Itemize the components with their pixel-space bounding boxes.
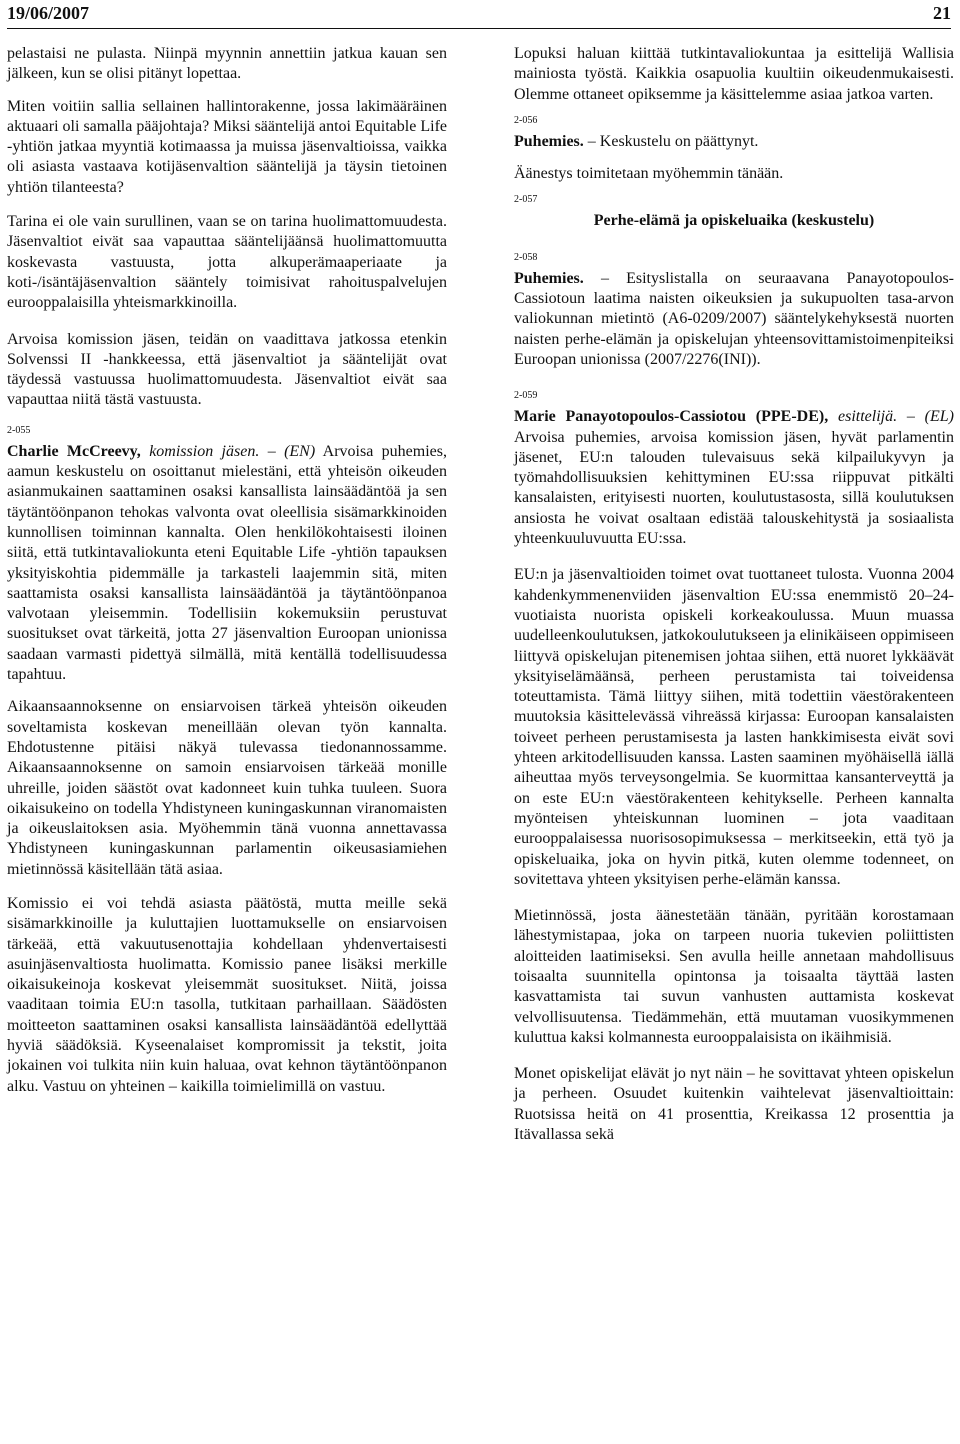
speaker-name: Puhemies. <box>514 132 584 150</box>
left-column <box>7 44 447 1109</box>
page-header <box>7 0 951 29</box>
right-column <box>514 44 954 1157</box>
speaker-name: Charlie McCreevy, <box>7 442 141 460</box>
speaker-role: esittelijä. <box>838 408 898 426</box>
paragraph: pelastaisi ne pulasta. Niinpä myynnin annettiin jatkua kauan sen jälkeen, kun se olisi pitänyt lopettaa. <box>7 45 447 83</box>
paragraph: Arvoisa komission jäsen, teidän on vaadittava jatkossa etenkin Solvenssi II -hankkeessa, että jäsenvaltiot ja sääntelijät ovat täydessä vastuussa huolimattomuudesta. Jäsenvaltiot eivät saa vapauttaa niitä tästä vastuusta. <box>7 330 447 409</box>
paragraph: Tarina ei ole vain surullinen, vaan se on tarina huolimattomuudesta. Jäsenvaltiot eivät saa vapauttaa sääntelijäänsä huolimattomuutta koskevasta vastuusta, jotta alkuperämaaperiaate ja koti-/isäntäjäsenvaltion sääntely toimisivat rahoituspalvelujen eurooppalaisilla yhteismarkkinoilla. <box>7 213 447 312</box>
item-number: 2-058 <box>514 251 538 263</box>
paragraph: Komissio ei voi tehdä asiasta päätöstä, mutta meille sekä sisämarkkinoille ja kuluttajien luottamukselle on ensiarvoisen tärkeää, että vakuutusenottajia kohdellaan yhdenvertaisesti asuinjäsenvaltiosta huolimatta. Komissio panee lisäksi merkille oikaisukeinoja koskevat yleisemmät suositukset. Niitä, joissa vaaditaan toimia EU:n tasolla, tutkitaan parhaillaan. Säädösten moitteeton saattaminen osaksi kansallista lainsäädäntöä edellyttää hyviä säädöksiä. Kyseenalaiset kompromissit ja tekstit, joita jokainen voi tulkita niin kuin haluaa, ovat kehnon täytäntöönpanon alku. Vastuu on yhteinen – kaikilla toimielimillä on vastuu. <box>7 894 447 1095</box>
paragraph: Mietinnössä, josta äänestetään tänään, pyritään korostamaan lähestymistapaa, joka on tarpeen nuoria tukevien poliittisten aloitteiden laatimiseksi. Sen avulla heille annetaan mahdollisuus toisaalta suunnitella opintonsa ja toisaalta täyttää lasten kasvattamista tai suvun vanhusten auttamista koskevat velvollisuutensa. Tiedämmehän, että muutaman vuosikymmenen kuluttua kaksi kolmannesta eurooppalaisista on ikäihmisiä. <box>514 907 954 1046</box>
page-number: 21 <box>933 3 951 23</box>
speaker-role: komission jäsen. <box>149 442 260 460</box>
item-number: 2-056 <box>514 114 538 126</box>
paragraph: EU:n ja jäsenvaltioiden toimet ovat tuottaneet tulosta. Vuonna 2004 kahdenkymmenenviiden jäsenvaltion EU:ssa enemmistö 20–24-vuotiaista nuorista opiskeli korkeakoulussa. Muun muassa uudelleenkoulutuksen, jatkokoulutukseen ja elinikäiseen oppimiseen liittyvä opiskelujan pitenemisen johtaa siihen, että nuoret lykkäävät yksityiselämäänsä, perheen perustamista tai toiveidensa toteuttamista. Tämä liittyy siihen, mitä todettiin väestörakenteen muutoksia käsittelevässä vihreässä kirjassa: Euroopan kansalaisten toiveet perheen perustamisesta ja lasten hankkimisesta eivät sovi yhteen arkitodellisuuden kanssa. Lasten saaminen myöhäisellä iällä aiheuttaa myös terveysongelmia. Se kuormittaa kansanterveyttä ja on este EU:n väestörakenteen kehitykselle. Perheen kannalta myönteisen yhteiskunnan luominen – jota vaaditaan eurooppalaisessa nuorisosopimuksessa – merkitseekin, että työ ja opiskeluaika, joka on hyvin pitkä, kuten olemme todenneet, on sovitettava yhteen yksityisen perhe-elämän kanssa. <box>514 566 954 888</box>
paragraph: Äänestys toimitetaan myöhemmin tänään. <box>514 165 784 183</box>
speaker-name: Puhemies. <box>514 269 584 287</box>
speech-text: – Esityslistalla on seuraavana Panayotopoulos-Cassiotoun laatima naisten oikeuksien ja sukupuolten tasa-arvon valiokunnan mietintö (A6-0209/2007) sääntelykehyksestä nuorten naisten perhe-elämän ja opiskelujan yhteensovittamistoimenpiteiksi Euroopan unionissa (2007/2276(INI)). <box>514 269 954 368</box>
item-number: 2-057 <box>514 194 538 206</box>
paragraph: Lopuksi haluan kiittää tutkintavaliokuntaa ja esittelijä Wallisia mainiosta työstä. Kaikkia osapuolia kuultiin oikeudenmukaisesti. Olemme ottaneet opiksemme ja käsittelemme asiaa jatkoa varten. <box>514 45 954 103</box>
speech-paragraph <box>514 132 954 152</box>
language-tag: – (EL) <box>906 408 954 426</box>
speech-text: Arvoisa puhemies, arvoisa komission jäsen, hyvät parlamentin jäsenet, EU:n talouden tulevaisuus sekä kilpailukyvyn ja työmahdollisuuksien kehittyminen EU:ssa riippuvat pitkälti kansalaisten, erityisesti nuorten, koulutustasosta, sillä koulutuksen ansiosta he voivat osaltaan edistää talouskehitystä ja sosiaalista yhteenkuuluvuutta EU:ssa. <box>514 428 954 548</box>
speech-paragraph: Charlie McCreevy, komission jäsen. – (EN) Arvoisa puhemies, aamun keskustelu on osoittanut mielestäni, että yhteisön oikeuden asianmukainen saattaminen osaksi kansallista lainsäädäntöä ja sen täytäntöönpanon tehokas valvonta ovat oleellisia sisämarkkinoiden kunnollisen toiminnan kannalta. Olen henkilökohtaisesti iloinen siitä, että tutkintavaliokunta eteni Equitable Life -yhtiön tapauksen yksityiskohtia pidemmälle ja tarkasteli laajemmin sitä, miten saattamista osaksi kansallista lainsäädäntöä ja täytäntöönpanoa valvotaan yleisemmin. Todellisiin kokemuksiin perustuvat suositukset ovat tärkeitä, jotta 27 jäsenvaltion Euroopan unionissa saadaan varmasti pidettyä silmällä, mitä kentällä todellisuudessa tapahtuu. <box>7 442 447 684</box>
item-number: 2-055 <box>7 424 31 436</box>
speech-text: Arvoisa puhemies, aamun keskustelu on osoittanut mielestäni, että yhteisön oikeuden asianmukainen saattaminen osaksi kansallista lainsäädäntöä ja sen täytäntöönpanon tehokas valvonta ovat oleellisia sisämarkkinoiden kunnollisen toiminnan kannalta. Olen henkilökohtaisesti iloinen siitä, että tutkintavaliokunta eteni Equitable Life -yhtiön tapauksen yksityiskohtia pidemmälle ja tarkasteli laajemmin sitä, miten saattamista osaksi kansallista lainsäädäntöä ja täytäntöönpanoa valvotaan yleisemmin. Todellisiin kokemuksiin perustuvat suositukset ovat tärkeitä, jotta 27 jäsenvaltion Euroopan unionissa saadaan varmasti pidettyä silmällä, mitä kentällä todellisuudessa tapahtuu. <box>7 442 447 684</box>
paragraph: Monet opiskelijat elävät jo nyt näin – he sovittavat yhteen opiskelun ja perheen. Osuudet kuitenkin vaihtelevat jäsenvaltioittain: Ruotsissa heitä on 41 prosenttia, Kreikassa 12 prosenttia ja Itävallassa sekä <box>514 1065 954 1144</box>
item-number: 2-059 <box>514 390 538 402</box>
agenda-item-title: Perhe-elämä ja opiskeluaika (keskustelu) <box>593 212 875 230</box>
speaker-name: Marie Panayotopoulos-Cassiotou (PPE-DE), <box>514 408 829 426</box>
speech-paragraph <box>514 407 954 549</box>
header-date: 19/06/2007 <box>7 3 90 23</box>
speech-text: – Keskustelu on päättynyt. <box>583 132 759 150</box>
speech-paragraph <box>514 269 954 370</box>
paragraph: Miten voitiin sallia sellainen hallintorakenne, jossa lakimääräinen aktuaari oli samalla pääjohtaja? Miksi sääntelijä antoi Equitable Life -yhtiön jatkaa myyntiä kotimaassa ja muissa jäsenvaltioissa, vaikka oli asiasta vastaava kotijäsenvaltion sääntelijä ja täysin tietoinen yhtiön tilanteesta? <box>7 97 447 196</box>
language-tag: (EN) <box>284 442 316 460</box>
paragraph: Aikaansaannoksenne on ensiarvoisen tärkeä yhteisön oikeuden soveltamista koskevan meneillään olevan työn kannalta. Ehdotustenne pitäisi näkyä tulevassa tiedonannossamme. Aikaansaannoksenne on samoin ensiarvoisen tärkeää monille uhreille, joiden säästöt ovat kadonneet kuin tuhka tuuleen. Suora oikaisukeino on todella Yhdistyneen kuningaskunnan viranomaisten ja oikeuslaitoksen asia. Myöhemmin tänä vuonna annettavassa Yhdistyneen kuningaskunnan parlamentin oikeusasiamiehen mietinnössä käsitellään tätä asiaa. <box>7 698 447 878</box>
